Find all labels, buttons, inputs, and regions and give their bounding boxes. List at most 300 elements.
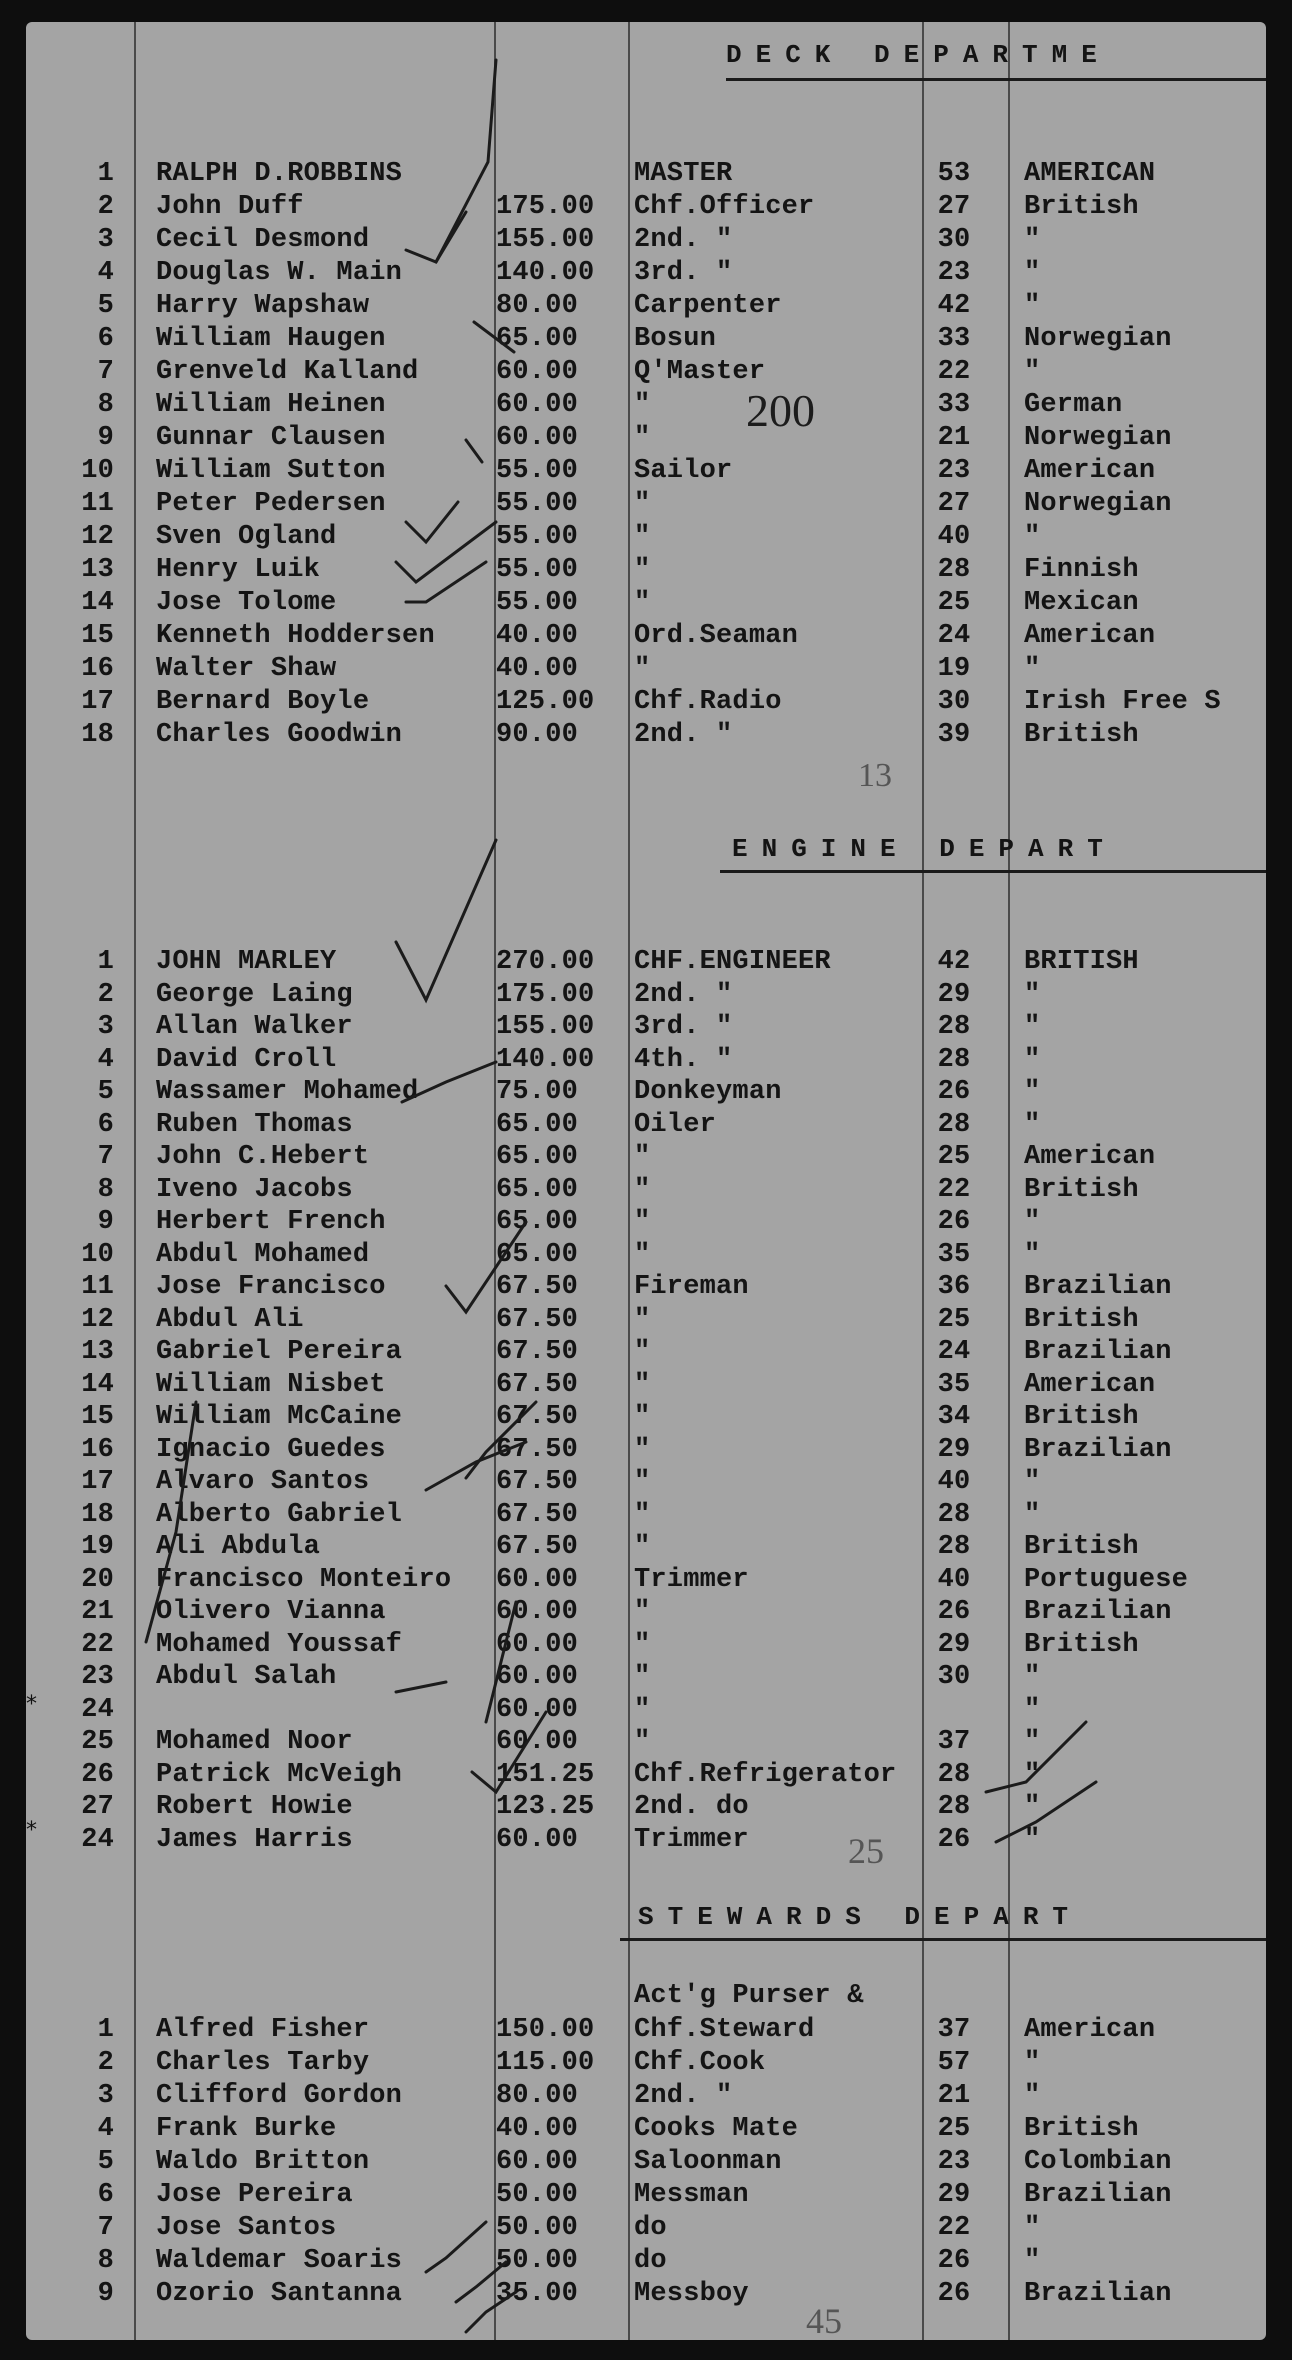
pencil-note-engine: 25 <box>848 1831 884 1871</box>
crew-nationality: American <box>1024 456 1156 486</box>
crew-name: RALPH D.ROBBINS <box>156 159 403 189</box>
crew-name: Abdul Ali <box>156 1304 304 1335</box>
monthly-wage: 155.00 <box>496 225 595 255</box>
asterisk-mark: * <box>26 1692 37 1717</box>
crew-rank: " <box>634 1239 651 1270</box>
crew-age: 28 <box>937 1109 971 1140</box>
crew-number: 23 <box>81 1662 114 1692</box>
crew-rank: Chf.Radio <box>634 687 782 717</box>
crew-nationality: " <box>1024 1467 1041 1497</box>
crew-nationality: British <box>1024 2114 1139 2144</box>
crew-name: Jose Tolome <box>156 588 337 618</box>
crew-row <box>26 686 1266 718</box>
crew-rank: Cooks Mate <box>634 2114 799 2144</box>
crew-number: 7 <box>97 2213 114 2243</box>
crew-name: Clifford Gordon <box>156 2081 403 2111</box>
crew-rank: Fireman <box>634 1272 749 1302</box>
pencil-note-stewards: 45 <box>806 2301 842 2340</box>
monthly-wage: 123.25 <box>496 1792 595 1822</box>
crew-name: Ozorio Santanna <box>156 2279 403 2309</box>
crew-rank: do <box>634 2246 667 2276</box>
monthly-wage: 35.00 <box>496 2279 579 2309</box>
crew-age: 30 <box>937 1662 971 1692</box>
crew-row <box>26 224 1266 256</box>
deck-heading-rule <box>726 78 1266 81</box>
crew-name: Mohamed Youssaf <box>156 1629 403 1660</box>
crew-rank: 2nd. " <box>634 2081 733 2111</box>
monthly-wage: 67.50 <box>496 1532 579 1562</box>
crew-name: Douglas W. Main <box>156 258 403 288</box>
crew-nationality: " <box>1024 357 1041 387</box>
crew-name: Jose Pereira <box>156 2180 353 2210</box>
crew-row <box>26 1206 1266 1238</box>
crew-nationality: " <box>1024 1239 1041 1270</box>
crew-row <box>26 1824 1266 1856</box>
crew-nationality: British <box>1024 720 1139 750</box>
crew-row <box>26 1434 1266 1466</box>
crew-row <box>26 653 1266 685</box>
crew-age: 21 <box>937 423 971 453</box>
pencil-note-deck: 13 <box>858 757 892 794</box>
crew-age: 25 <box>937 1142 971 1172</box>
crew-nationality: Brazilian <box>1024 1597 1172 1627</box>
crew-rank: Messboy <box>634 2279 749 2309</box>
crew-row <box>26 1336 1266 1368</box>
crew-rank: 3rd. " <box>634 1012 733 1042</box>
monthly-wage: 270.00 <box>496 947 595 977</box>
crew-row <box>26 290 1266 322</box>
crew-row <box>26 1499 1266 1531</box>
crew-rank: Trimmer <box>634 1564 749 1595</box>
crew-row <box>26 1044 1266 1076</box>
monthly-wage: 80.00 <box>496 291 579 321</box>
crew-nationality: Brazilian <box>1024 2180 1172 2210</box>
crew-age: 22 <box>937 1174 971 1205</box>
crew-row <box>26 1629 1266 1661</box>
crew-row <box>26 2080 1266 2112</box>
crew-row <box>26 1564 1266 1596</box>
crew-rank: do <box>634 2213 667 2243</box>
crew-age: 37 <box>937 1727 971 1757</box>
monthly-wage: 60.00 <box>496 1662 579 1692</box>
crew-age: 25 <box>937 1304 971 1335</box>
crew-rank: " <box>634 1174 651 1205</box>
crew-number: 14 <box>81 1369 114 1400</box>
crew-name: Robert Howie <box>156 1792 353 1822</box>
monthly-wage: 125.00 <box>496 687 595 717</box>
crew-row <box>26 2113 1266 2145</box>
crew-row <box>26 719 1266 751</box>
crew-number: 8 <box>97 1174 114 1205</box>
crew-number: 2 <box>97 192 114 222</box>
monthly-wage: 150.00 <box>496 2015 595 2045</box>
crew-rank: " <box>634 1337 651 1367</box>
crew-age: 40 <box>937 1564 971 1595</box>
crew-name: JOHN MARLEY <box>156 947 337 977</box>
crew-row <box>26 1304 1266 1336</box>
monthly-wage: 60.00 <box>496 390 579 420</box>
monthly-wage: 60.00 <box>496 423 579 453</box>
crew-name: William Heinen <box>156 390 386 420</box>
monthly-wage: 67.50 <box>496 1434 579 1465</box>
crew-nationality: " <box>1024 2213 1041 2243</box>
monthly-wage: 65.00 <box>496 1174 579 1205</box>
monthly-wage: 67.50 <box>496 1467 579 1497</box>
crew-rank: Messman <box>634 2180 749 2210</box>
crew-rank: " <box>634 390 651 420</box>
monthly-wage: 60.00 <box>496 1727 579 1757</box>
crew-age: 34 <box>937 1402 971 1432</box>
crew-number: 15 <box>81 1402 114 1432</box>
crew-rank: MASTER <box>634 159 733 189</box>
crew-row <box>26 554 1266 586</box>
monthly-wage: 175.00 <box>496 979 595 1010</box>
crew-rank: 2nd. " <box>634 720 733 750</box>
crew-name: Jose Francisco <box>156 1272 386 1302</box>
crew-rank: " <box>634 1142 651 1172</box>
crew-name: Henry Luik <box>156 555 321 585</box>
crew-age: 30 <box>937 225 971 255</box>
crew-nationality: " <box>1024 1694 1041 1725</box>
crew-age: 40 <box>937 1467 971 1497</box>
crew-nationality: " <box>1024 654 1041 684</box>
crew-row <box>26 1011 1266 1043</box>
crew-nationality: " <box>1024 2246 1041 2276</box>
monthly-wage: 60.00 <box>496 357 579 387</box>
crew-number: 9 <box>97 2279 114 2309</box>
crew-number: 3 <box>97 2081 114 2111</box>
crew-age: 37 <box>937 2015 971 2045</box>
crew-row <box>26 2179 1266 2211</box>
crew-number: 22 <box>81 1629 114 1660</box>
monthly-wage: 60.00 <box>496 1629 579 1660</box>
monthly-wage: 65.00 <box>496 1239 579 1270</box>
crew-number: 1 <box>97 947 114 977</box>
crew-row <box>26 1076 1266 1108</box>
monthly-wage: 140.00 <box>496 258 595 288</box>
crew-number: 1 <box>97 2015 114 2045</box>
crew-nationality: British <box>1024 1304 1139 1335</box>
crew-age: 33 <box>937 390 971 420</box>
crew-age: 40 <box>937 522 971 552</box>
crew-name: William McCaine <box>156 1402 403 1432</box>
crew-row <box>26 389 1266 421</box>
crew-age: 21 <box>937 2081 971 2111</box>
crew-nationality: " <box>1024 1727 1041 1757</box>
monthly-wage: 60.00 <box>496 1824 579 1855</box>
crew-nationality: British <box>1024 1174 1139 1205</box>
crew-row <box>26 455 1266 487</box>
crew-age: 24 <box>937 621 971 651</box>
crew-age: 30 <box>937 687 971 717</box>
deck-department-heading: DECK DEPARTME <box>726 40 1111 70</box>
crew-number: 17 <box>81 687 114 717</box>
crew-nationality: BRITISH <box>1024 947 1139 977</box>
monthly-wage: 65.00 <box>496 1207 579 1237</box>
crew-rank: Bosun <box>634 324 717 354</box>
crew-row <box>26 488 1266 520</box>
crew-nationality: Finnish <box>1024 555 1139 585</box>
crew-name: Abdul Salah <box>156 1662 337 1692</box>
crew-rank: Q'Master <box>634 357 766 387</box>
crew-age: 22 <box>937 2213 971 2243</box>
crew-rank: " <box>634 1532 651 1562</box>
crew-rank: Chf.Officer <box>634 192 815 222</box>
crew-rank: " <box>634 1629 651 1660</box>
crew-number: 24 <box>81 1824 114 1855</box>
crew-row <box>26 1726 1266 1758</box>
crew-row <box>26 1759 1266 1791</box>
crew-nationality: " <box>1024 2081 1041 2111</box>
crew-rank: Oiler <box>634 1109 717 1140</box>
crew-number: 8 <box>97 2246 114 2276</box>
crew-nationality: " <box>1024 1109 1041 1140</box>
crew-number: 7 <box>97 1142 114 1172</box>
crew-age: 26 <box>937 2246 971 2276</box>
monthly-wage: 75.00 <box>496 1077 579 1107</box>
stewards-heading-rule <box>620 1938 1266 1941</box>
crew-nationality: " <box>1024 1792 1041 1822</box>
crew-name: Jose Santos <box>156 2213 337 2243</box>
crew-nationality: American <box>1024 1142 1156 1172</box>
crew-nationality: American <box>1024 2015 1156 2045</box>
crew-rank: Trimmer <box>634 1824 749 1855</box>
stamped-number: 200 <box>746 385 815 436</box>
crew-nationality: Colombian <box>1024 2147 1172 2177</box>
crew-nationality: American <box>1024 1369 1156 1400</box>
crew-age: 28 <box>937 1044 971 1075</box>
crew-name: Peter Pedersen <box>156 489 386 519</box>
crew-age: 39 <box>937 720 971 750</box>
crew-rank: " <box>634 423 651 453</box>
monthly-wage: 55.00 <box>496 456 579 486</box>
crew-name: Allan Walker <box>156 1012 353 1042</box>
crew-nationality: British <box>1024 1532 1139 1562</box>
crew-age: 36 <box>937 1272 971 1302</box>
crew-rank: " <box>634 1694 651 1725</box>
monthly-wage: 40.00 <box>496 621 579 651</box>
crew-name: Mohamed Noor <box>156 1727 353 1757</box>
crew-number: 2 <box>97 979 114 1010</box>
crew-row <box>26 1109 1266 1141</box>
crew-age: 23 <box>937 2147 971 2177</box>
crew-nationality: Brazilian <box>1024 1272 1172 1302</box>
crew-age: 26 <box>937 2279 971 2309</box>
crew-name: Charles Tarby <box>156 2048 370 2078</box>
crew-number: 8 <box>97 390 114 420</box>
monthly-wage: 90.00 <box>496 720 579 750</box>
crew-name: Patrick McVeigh <box>156 1759 403 1790</box>
engine-heading-rule <box>720 870 1266 873</box>
crew-name: Harry Wapshaw <box>156 291 370 321</box>
monthly-wage: 67.50 <box>496 1499 579 1530</box>
crew-row <box>26 2047 1266 2079</box>
crew-age: 25 <box>937 2114 971 2144</box>
crew-age: 35 <box>937 1239 971 1270</box>
crew-age: 27 <box>937 192 971 222</box>
crew-nationality: Norwegian <box>1024 324 1172 354</box>
crew-number: 5 <box>97 1077 114 1107</box>
crew-number: 13 <box>81 555 114 585</box>
crew-rank: " <box>634 1304 651 1335</box>
crew-number: 24 <box>81 1694 114 1725</box>
monthly-wage: 60.00 <box>496 1694 579 1725</box>
crew-number: 3 <box>97 1012 114 1042</box>
crew-number: 14 <box>81 588 114 618</box>
monthly-wage: 50.00 <box>496 2180 579 2210</box>
crew-nationality: " <box>1024 1207 1041 1237</box>
crew-number: 5 <box>97 291 114 321</box>
crew-age: 29 <box>937 1434 971 1465</box>
crew-number: 7 <box>97 357 114 387</box>
crew-rank: Chf.Cook <box>634 2048 766 2078</box>
crew-row <box>26 2212 1266 2244</box>
stewards-department-heading: STEWARDS DEPART <box>638 1902 1083 1932</box>
crew-number: 16 <box>81 654 114 684</box>
crew-name: Francisco Monteiro <box>156 1564 452 1595</box>
crew-rank: Sailor <box>634 456 733 486</box>
crew-name: Abdul Mohamed <box>156 1239 370 1270</box>
crew-name: Waldemar Soaris <box>156 2246 403 2276</box>
crew-name: Walter Shaw <box>156 654 337 684</box>
crew-row <box>26 620 1266 652</box>
monthly-wage: 65.00 <box>496 324 579 354</box>
crew-nationality: " <box>1024 2048 1041 2078</box>
crew-rank: " <box>634 1662 651 1692</box>
crew-number: 17 <box>81 1467 114 1497</box>
crew-number: 6 <box>97 1109 114 1140</box>
monthly-wage: 55.00 <box>496 489 579 519</box>
crew-name: Gunnar Clausen <box>156 423 386 453</box>
crew-number: 10 <box>81 456 114 486</box>
crew-name: Frank Burke <box>156 2114 337 2144</box>
crew-nationality: Brazilian <box>1024 1434 1172 1465</box>
crew-row <box>26 1791 1266 1823</box>
engine-department-heading: ENGINE DEPART <box>732 834 1117 864</box>
monthly-wage: 40.00 <box>496 2114 579 2144</box>
crew-rank: " <box>634 522 651 552</box>
crew-age: 27 <box>937 489 971 519</box>
crew-number: 20 <box>81 1564 114 1595</box>
crew-name: Charles Goodwin <box>156 720 403 750</box>
crew-name: James Harris <box>156 1824 353 1855</box>
crew-age: 28 <box>937 1759 971 1790</box>
crew-nationality: Irish Free S <box>1024 687 1221 717</box>
crew-age: 57 <box>937 2048 971 2078</box>
crew-nationality: American <box>1024 621 1156 651</box>
crew-rank: Carpenter <box>634 291 782 321</box>
crew-row <box>26 158 1266 190</box>
crew-name: Herbert French <box>156 1207 386 1237</box>
crew-age: 29 <box>937 1629 971 1660</box>
crew-age: 25 <box>937 588 971 618</box>
crew-nationality: British <box>1024 1629 1139 1660</box>
crew-number: 26 <box>81 1759 114 1790</box>
crew-list-sheet <box>26 22 1266 2340</box>
crew-nationality: Portuguese <box>1024 1564 1189 1595</box>
monthly-wage: 115.00 <box>496 2048 595 2078</box>
crew-rank: " <box>634 588 651 618</box>
crew-age: 26 <box>937 1207 971 1237</box>
crew-number: 16 <box>81 1434 114 1465</box>
crew-rank: 2nd. do <box>634 1792 749 1822</box>
crew-nationality: AMERICAN <box>1024 159 1156 189</box>
crew-age: 26 <box>937 1597 971 1627</box>
crew-rank: CHF.ENGINEER <box>634 947 831 977</box>
crew-row <box>26 1596 1266 1628</box>
crew-rank: " <box>634 489 651 519</box>
crew-number: 13 <box>81 1337 114 1367</box>
crew-number: 6 <box>97 2180 114 2210</box>
crew-nationality: " <box>1024 1012 1041 1042</box>
crew-age: 23 <box>937 456 971 486</box>
monthly-wage: 55.00 <box>496 555 579 585</box>
crew-row <box>26 1531 1266 1563</box>
crew-rank: 2nd. " <box>634 979 733 1010</box>
crew-row <box>26 521 1266 553</box>
crew-nationality: " <box>1024 1044 1041 1075</box>
crew-number: 10 <box>81 1239 114 1270</box>
crew-rank: " <box>634 654 651 684</box>
crew-nationality: " <box>1024 522 1041 552</box>
crew-rank: 3rd. " <box>634 258 733 288</box>
crew-rank: " <box>634 1727 651 1757</box>
crew-age: 28 <box>937 1792 971 1822</box>
crew-name: John C.Hebert <box>156 1142 370 1172</box>
crew-row <box>26 257 1266 289</box>
crew-number: 11 <box>81 1272 114 1302</box>
crew-number: 1 <box>97 159 114 189</box>
crew-row <box>26 2146 1266 2178</box>
crew-nationality: Brazilian <box>1024 1337 1172 1367</box>
crew-row <box>26 1369 1266 1401</box>
crew-rank: 2nd. " <box>634 225 733 255</box>
crew-name: Alberto Gabriel <box>156 1499 403 1530</box>
crew-rank: 4th. " <box>634 1044 733 1075</box>
crew-name: Sven Ogland <box>156 522 337 552</box>
crew-age: 35 <box>937 1369 971 1400</box>
crew-rank: Saloonman <box>634 2147 782 2177</box>
purser-line: Act'g Purser & <box>634 1981 864 2011</box>
crew-row <box>26 1694 1266 1726</box>
crew-row <box>26 1174 1266 1206</box>
crew-nationality: German <box>1024 390 1123 420</box>
crew-number: 9 <box>97 1207 114 1237</box>
crew-row <box>26 2014 1266 2046</box>
crew-age: 28 <box>937 1532 971 1562</box>
crew-row <box>26 1466 1266 1498</box>
crew-name: Alfred Fisher <box>156 2015 370 2045</box>
crew-age: 26 <box>937 1824 971 1855</box>
monthly-wage: 67.50 <box>496 1304 579 1335</box>
crew-name: Waldo Britton <box>156 2147 370 2177</box>
crew-rank: " <box>634 1434 651 1465</box>
crew-age: 29 <box>937 2180 971 2210</box>
crew-rank: " <box>634 1499 651 1530</box>
crew-age: 24 <box>937 1337 971 1367</box>
monthly-wage: 65.00 <box>496 1142 579 1172</box>
crew-row <box>26 191 1266 223</box>
crew-nationality: " <box>1024 225 1041 255</box>
crew-age: 33 <box>937 324 971 354</box>
crew-age: 26 <box>937 1077 971 1107</box>
monthly-wage: 155.00 <box>496 1012 595 1042</box>
crew-rank: Donkeyman <box>634 1077 782 1107</box>
crew-nationality: " <box>1024 1077 1041 1107</box>
crew-number: 12 <box>81 1304 114 1335</box>
crew-row <box>26 356 1266 388</box>
monthly-wage: 67.50 <box>496 1272 579 1302</box>
